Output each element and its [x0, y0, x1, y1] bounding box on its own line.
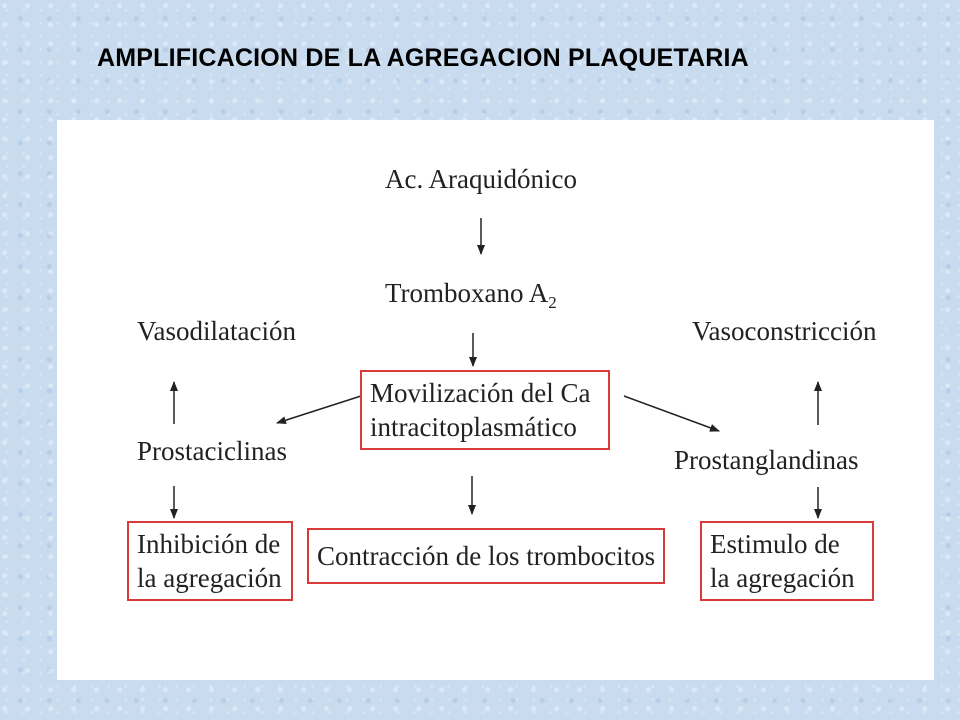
node-vasoconstriction: [692, 314, 876, 348]
node-inhibition-line2: la agregación: [137, 563, 282, 593]
node-vasoconstriction-label: Vasoconstricción: [692, 316, 877, 346]
edge-calcium-to-prostacyclins: [277, 396, 361, 423]
node-thrombocyte-contraction: [307, 528, 665, 584]
node-stimulus-line1: Estimulo de: [710, 529, 840, 559]
node-calcium-mobilization: [360, 370, 610, 450]
node-arachidonic-label: Ac. Araquidónico: [385, 164, 577, 194]
node-thromboxane-subscript: 2: [548, 293, 557, 312]
node-contraction-label: Contracción de los trombocitos: [317, 541, 656, 571]
node-inhibition-line1: Inhibición de: [137, 529, 281, 559]
diagram-panel: [57, 120, 934, 680]
node-prostacyclins: [137, 434, 287, 468]
node-thromboxane-label: Tromboxano A: [385, 278, 549, 308]
node-vasodilation-label: Vasodilatación: [137, 316, 296, 346]
node-prostacyclins-label: Prostaciclinas: [137, 436, 287, 466]
node-aggregation-stimulus: [700, 521, 874, 601]
node-aggregation-inhibition: [127, 521, 293, 601]
node-arachidonic-acid: [385, 162, 577, 196]
node-vasodilation: [137, 314, 296, 348]
node-prostaglandins-label: Prostanglandinas: [674, 445, 859, 475]
node-calcium-line1: Movilización del Ca: [370, 378, 591, 408]
node-thromboxane: [385, 276, 557, 310]
edge-calcium-to-prostaglandins: [624, 396, 719, 431]
slide-title: AMPLIFICACION DE LA AGREGACION PLAQUETARIA: [97, 44, 749, 72]
node-prostaglandins: [674, 443, 858, 477]
node-stimulus-line2: la agregación: [710, 563, 855, 593]
node-calcium-line2: intracitoplasmático: [370, 412, 577, 442]
